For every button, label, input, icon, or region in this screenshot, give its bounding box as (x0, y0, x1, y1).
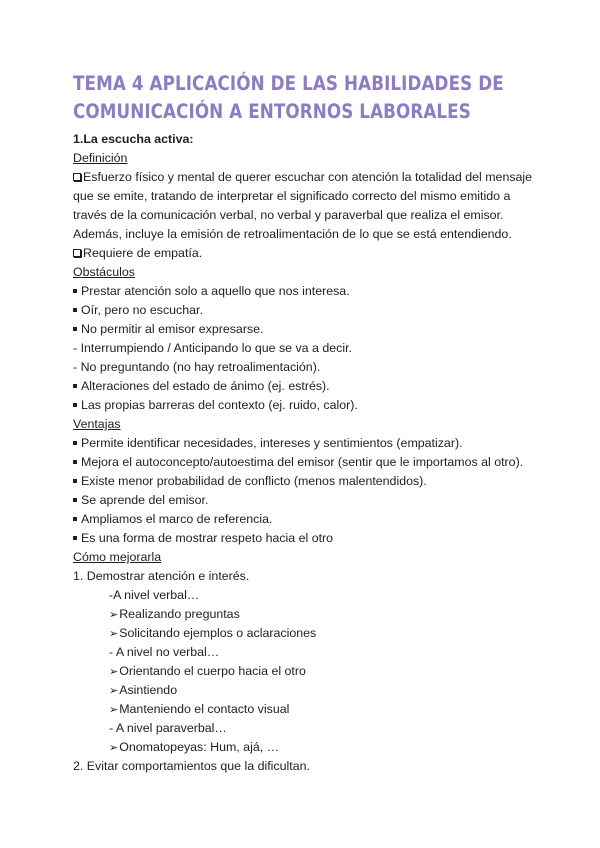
arrow-item: ➢Onomatopeyas: Hum, ajá, … (109, 740, 279, 754)
checkbox-bullet-icon (73, 173, 81, 181)
bullet-icon (73, 498, 77, 502)
arrow-bullet-icon: ➢ (109, 684, 119, 697)
definition-paragraph-line: Además, incluye la emisión de retroalimentación de lo que se está entendiendo. (73, 227, 512, 241)
sublevel-label: -A nivel verbal… (109, 588, 200, 602)
definition-heading: Definición (73, 151, 128, 165)
list-item: Ampliamos el marco de referencia. (73, 510, 533, 529)
advantages-heading: Ventajas (73, 417, 121, 431)
list-subitem: - No preguntando (no hay retroalimentación). (73, 360, 321, 374)
bullet-icon (73, 460, 77, 464)
bullet-icon (73, 384, 77, 388)
list-item: Alteraciones del estado de ánimo (ej. estrés). (73, 377, 533, 396)
list-item: Prestar atención solo a aquello que nos interesa. (73, 282, 533, 301)
arrow-bullet-icon: ➢ (109, 608, 119, 621)
definition-paragraph-line: través de la comunicación verbal, no verbal y paraverbal que realiza el emisor. (73, 208, 504, 222)
list-item: Mejora el autoconcepto/autoestima del emisor (sentir que le importamos al otro). (73, 453, 533, 472)
obstacles-heading: Obstáculos (73, 265, 135, 279)
arrow-item: ➢Manteniendo el contacto visual (109, 702, 290, 716)
definition-empathy: Requiere de empatía. (73, 244, 533, 263)
arrow-bullet-icon: ➢ (109, 703, 119, 716)
definition-paragraph-line: Esfuerzo físico y mental de querer escuchar con atención la totalidad del mensaje (73, 168, 533, 187)
arrow-bullet-icon: ➢ (109, 627, 119, 640)
document-body (73, 130, 533, 776)
arrow-item: ➢Asintiendo (109, 683, 178, 697)
numbered-item: 2. Evitar comportamientos que la dificultan. (73, 759, 310, 773)
arrow-bullet-icon: ➢ (109, 665, 119, 678)
bullet-icon (73, 289, 77, 293)
list-item: Existe menor probabilidad de conflicto (menos malentendidos). (73, 472, 533, 491)
list-item: Es una forma de mostrar respeto hacia el otro (73, 529, 533, 548)
list-item: Se aprende del emisor. (73, 491, 533, 510)
arrow-item: ➢Realizando preguntas (109, 607, 240, 621)
bullet-icon (73, 517, 77, 521)
improve-heading: Cómo mejorarla (73, 550, 162, 564)
title-line-1: TEMA 4 APLICACIÓN DE LAS HABILIDADES DE (73, 72, 504, 95)
bullet-icon (73, 403, 77, 407)
sublevel-label: - A nivel paraverbal… (109, 721, 227, 735)
section-heading: 1.La escucha activa: (73, 132, 194, 146)
list-item: Oír, pero no escuchar. (73, 301, 533, 320)
list-item: Las propias barreras del contexto (ej. ruido, calor). (73, 396, 533, 415)
arrow-item: ➢Solicitando ejemplos o aclaraciones (109, 626, 317, 640)
bullet-icon (73, 536, 77, 540)
checkbox-bullet-icon (73, 249, 81, 257)
title-line-2: COMUNICACIÓN A ENTORNOS LABORALES (73, 100, 471, 123)
bullet-icon (73, 308, 77, 312)
list-subitem: - Interrumpiendo / Anticipando lo que se va a decir. (73, 341, 352, 355)
document-title (73, 70, 503, 126)
arrow-item: ➢Orientando el cuerpo hacia el otro (109, 664, 306, 678)
arrow-bullet-icon: ➢ (109, 741, 119, 754)
numbered-item: 1. Demostrar atención e interés. (73, 569, 250, 583)
sublevel-label: - A nivel no verbal… (109, 645, 220, 659)
definition-paragraph-line: que se emite, tratando de interpretar el significado correcto del mismo emitido a (73, 189, 511, 203)
bullet-icon (73, 327, 77, 331)
list-item: Permite identificar necesidades, intereses y sentimientos (empatizar). (73, 434, 533, 453)
bullet-icon (73, 441, 77, 445)
bullet-icon (73, 479, 77, 483)
list-item: No permitir al emisor expresarse. (73, 320, 533, 339)
